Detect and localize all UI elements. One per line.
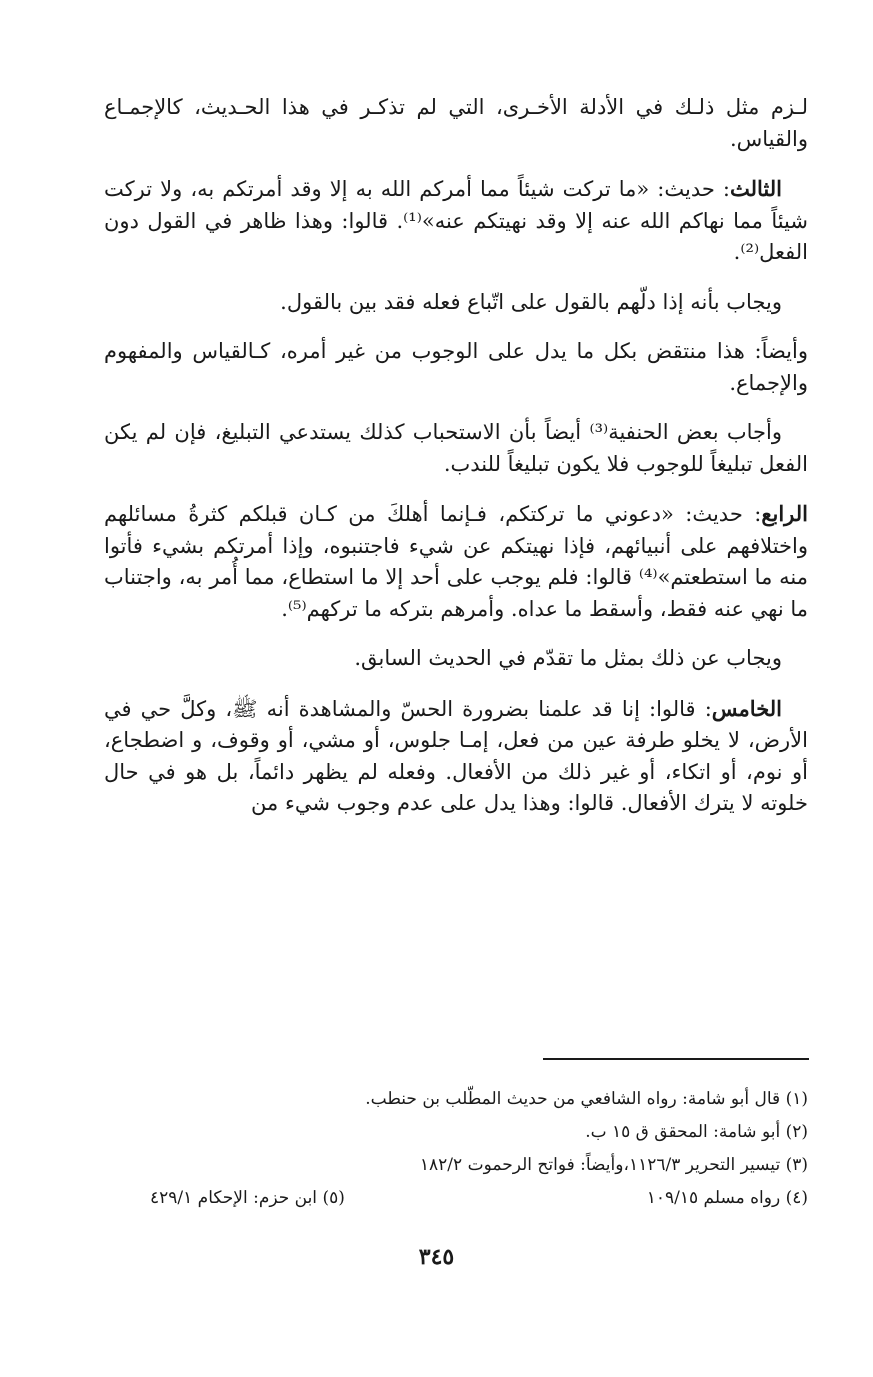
page-number: ٣٤٥ — [418, 1244, 455, 1270]
footnote-row-4-5 — [150, 1182, 808, 1215]
paragraph-3: ويجاب بأنه إذا دلّهم بالقول على اتّباع فعله فقد بين بالقول. — [280, 289, 782, 314]
paragraph-1: لـزم مثل ذلـك في الأدلة الأخـرى، التي لم تذكـر في هذا الحـديث، كالإجمـاع والقياس. — [104, 95, 808, 151]
footnote-2: (٢) أبو شامة: المحقق ق ١٥ ب. — [585, 1122, 808, 1142]
footnote-4: (٤) رواه مسلم ١٠٩/١٥ — [646, 1188, 808, 1208]
paragraph-7: ويجاب عن ذلك بمثل ما تقدّم في الحديث السابق. — [354, 646, 782, 670]
paragraph-fifth: الخامس: قالوا: إنا قد علمنا بضرورة الحسّ والمشاهدة أنه ﷺ، وكلَّ حي في الأرض، لا يخلو طرفة عين من فعل، إمـا جلوس، أو مشي، أو وقوف، و اضطجاع، أو نوم، أو اتكاء، أو غير ذلك من الأفعال. وفعله لم يظهر دائماً، بل هو في حال خلوته لا يترك الأفعال. قالوا: وهذا يدل على عدم وجوب شيء من — [104, 695, 808, 815]
main-text — [104, 92, 808, 838]
keyword-third: الثالث — [730, 176, 782, 201]
footnotes — [150, 1083, 808, 1215]
paragraph-4: وأيضاً: هذا منتقض بكل ما يدل على الوجوب من غير أمره، كـالقياس والمفهوم والإجماع. — [104, 339, 808, 395]
footnote-5: (٥) ابن حزم: الإحكام ٤٢٩/١ — [150, 1188, 345, 1208]
paragraph-third: الثالث: حديث: «ما تركت شيئاً مما أمركم الله به إلا وقد أمرتكم به، ولا تركت شيئاً مما نهاكم الله عنه إلا وقد نهيتكم عنه»⁽¹⁾. قالوا: وهذا ظاهر في القول دون الفعل⁽²⁾. — [104, 176, 808, 264]
paragraph-fourth: الرابع: حديث: «دعوني ما تركتكم، فـإنما أهلكَ من كـان قبلكم كثرةُ مسائلهم واختلافهم على أنبيائهم، فإذا نهيتكم عن شيء فاجتنبوه، وإذا أمرتكم بشيء فأتوا منه ما استطعتم»⁽⁴⁾ قالوا: فلم يوجب على أحد إلا ما استطاع، مما أُمر به، واجتناب ما نهي عنه فقط، وأسقط ما عداه. وأمرهم بتركه ما تركهم⁽⁵⁾. — [104, 501, 808, 621]
keyword-fifth: الخامس — [711, 695, 782, 721]
footnote-3: (٣) تيسير التحرير ١١٢٦/٣،وأيضاً: فواتح الرحموت ١٨٢/٢ — [419, 1155, 808, 1175]
keyword-fourth: الرابع — [761, 501, 808, 526]
footnote-divider — [543, 1058, 809, 1060]
paragraph-5: وأجاب بعض الحنفية⁽³⁾ أيضاً بأن الاستحباب كذلك يستدعي التبليغ، فإن لم يكن الفعل تبليغاً للوجوب فلا يكون تبليغاً للندب. — [104, 420, 808, 476]
footnote-1: (١) قال أبو شامة: رواه الشافعي من حديث المطّلب بن حنطب. — [365, 1089, 808, 1109]
